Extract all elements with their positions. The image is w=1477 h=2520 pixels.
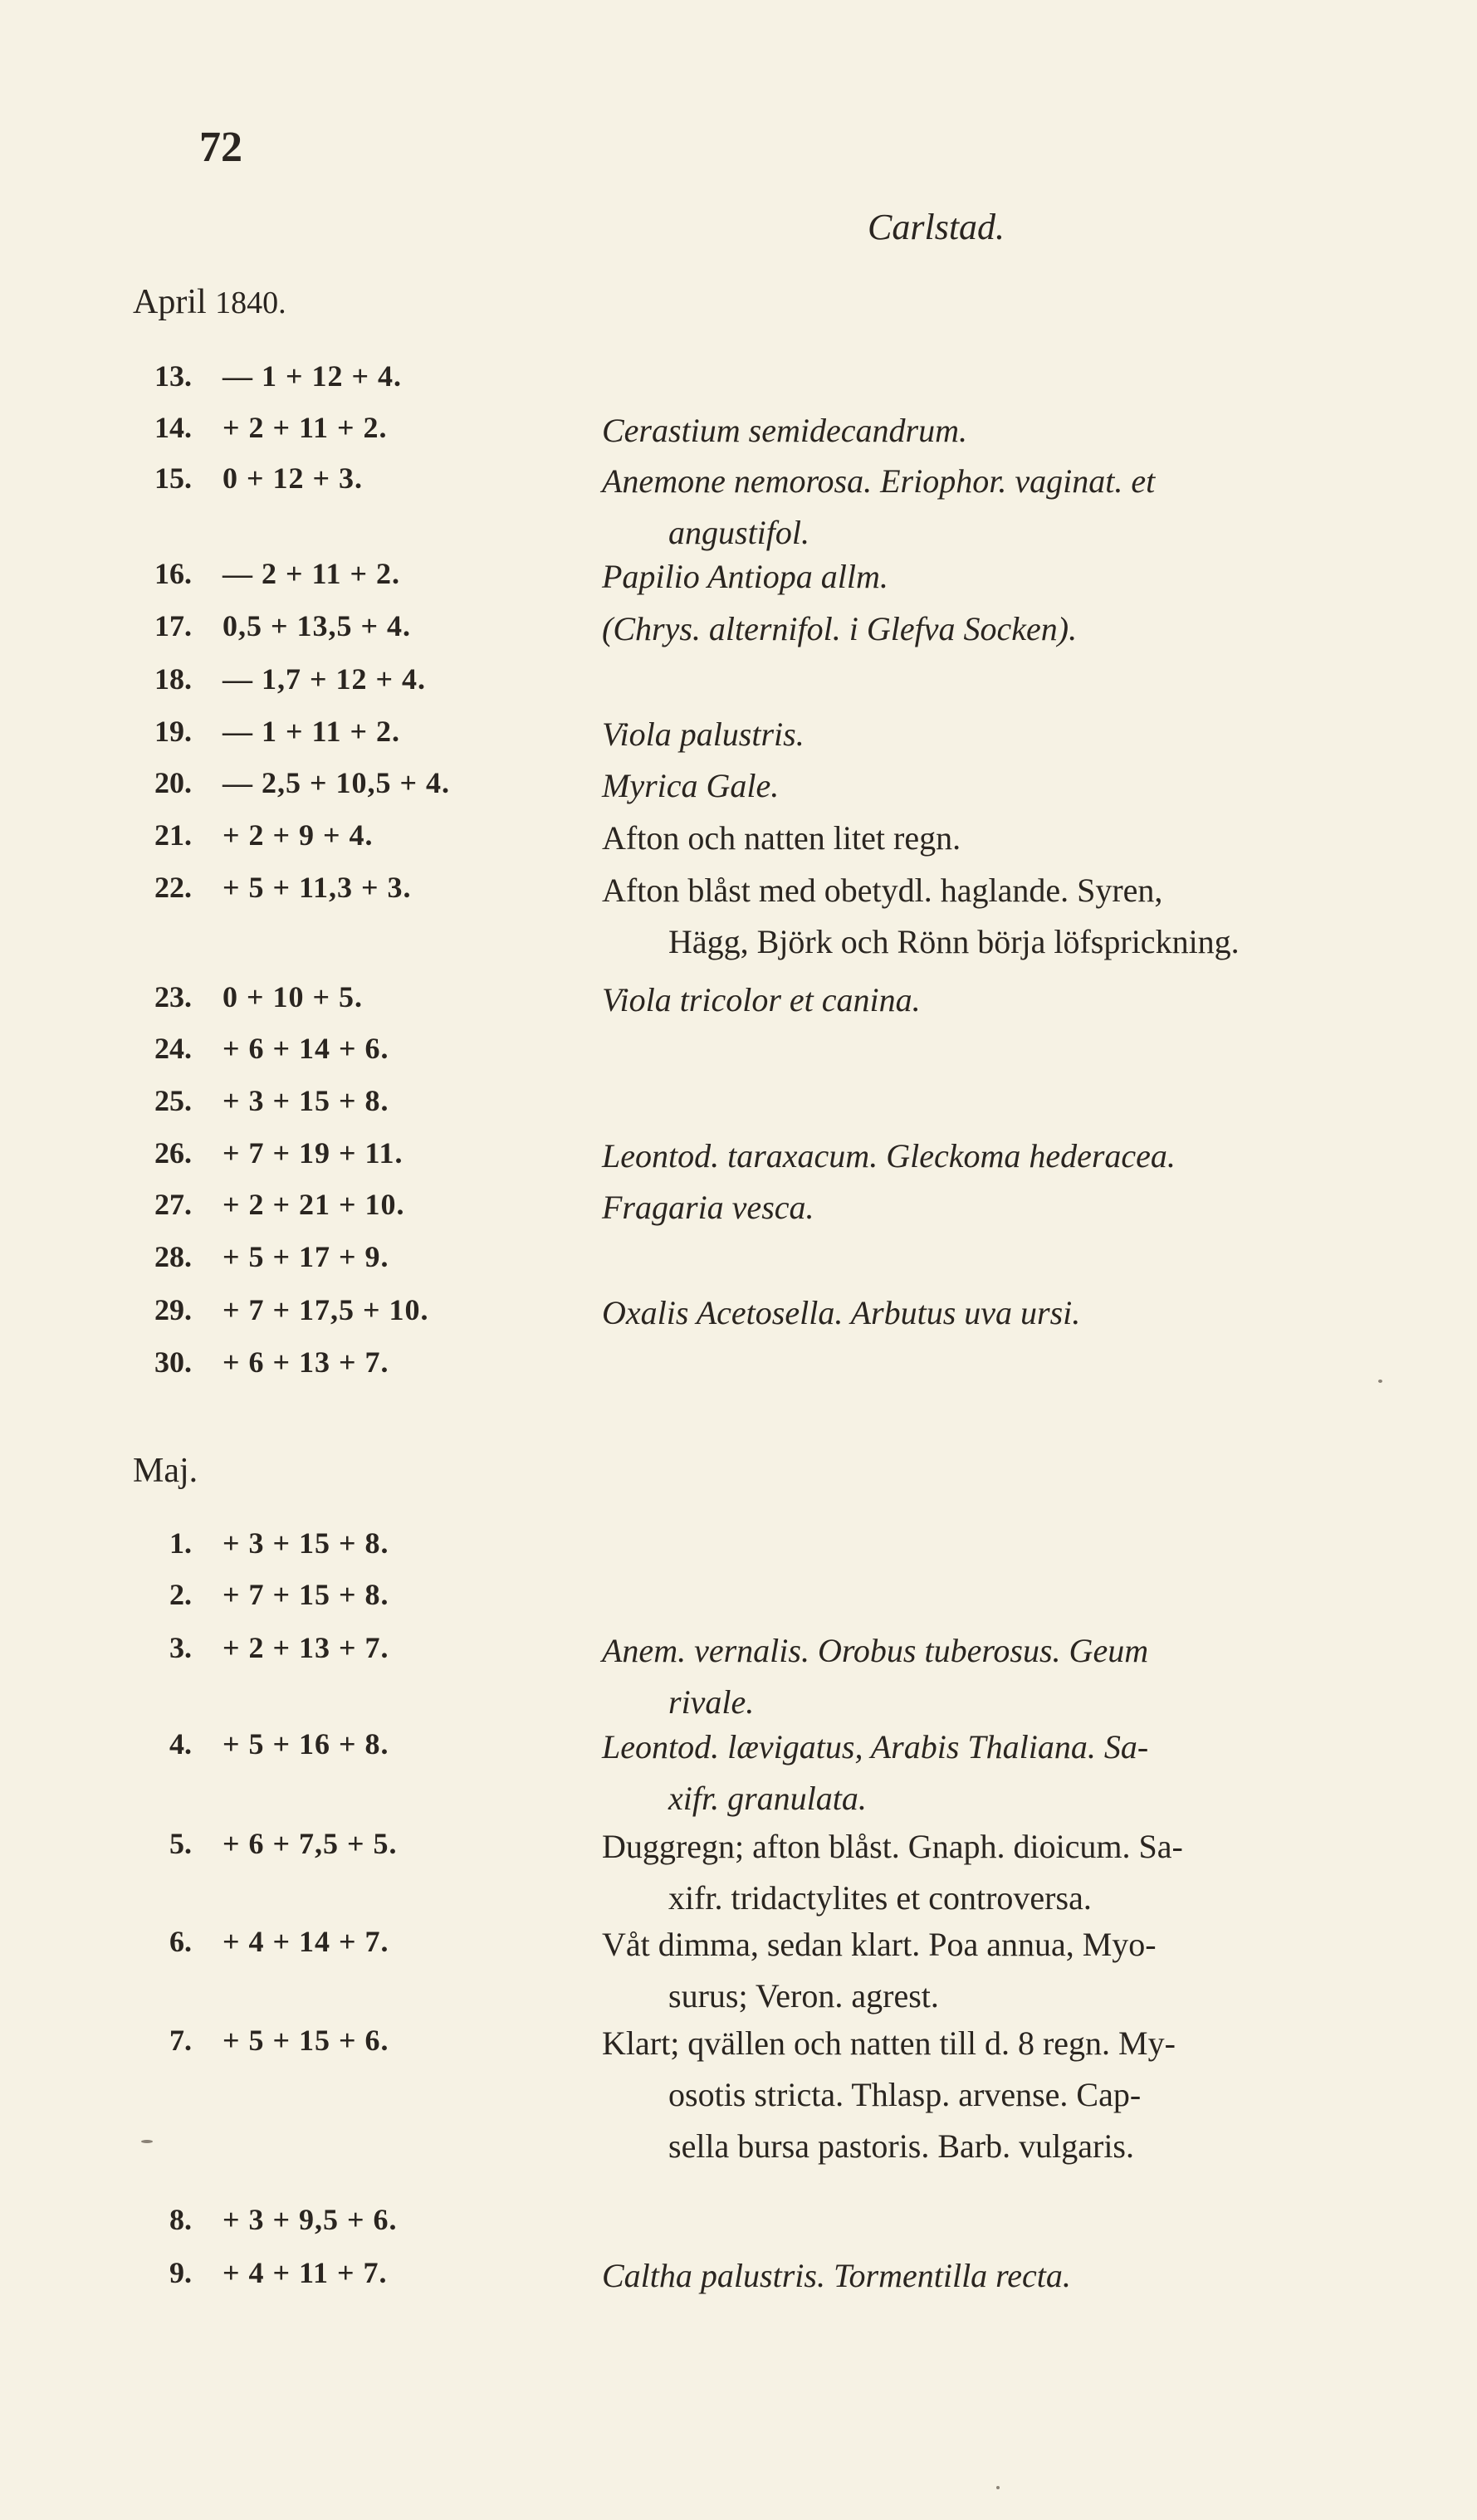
observation-note [602, 1182, 1399, 1233]
month-label: Maj. [133, 1452, 198, 1490]
day-number: 6. [169, 1925, 192, 1958]
temperature-readings: 0,5 + 13,5 + 4. [223, 609, 412, 642]
temperature-readings: — 1 + 12 + 4. [223, 359, 403, 393]
note-line: Hägg, Björk och Rönn börja löfsprickning. [668, 923, 1240, 960]
note-line: (Chrys. alternifol. i Glefva Socken). [602, 610, 1078, 647]
entry-row [0, 2023, 1477, 2165]
note-line: Fragaria vesca. [602, 1189, 814, 1226]
note-line: Klart; qvällen och natten till d. 8 regn. My- [602, 2024, 1176, 2062]
note-line: xifr. granulata. [668, 1780, 867, 1817]
day-number: 21. [154, 818, 192, 852]
day-number: 18. [154, 662, 192, 696]
paper-speck [1378, 1380, 1382, 1383]
entry-row [0, 1345, 1477, 1444]
observation-note [602, 2018, 1399, 2172]
note-line: Viola tricolor et canina. [602, 981, 921, 1018]
entry-row [0, 1726, 1477, 1826]
day-number: 23. [154, 980, 192, 1013]
temperature-readings: + 5 + 17 + 9. [223, 1240, 389, 1273]
entry-row [0, 870, 1477, 969]
temperature-readings: + 5 + 15 + 6. [223, 2024, 389, 2057]
temperature-readings: + 7 + 17,5 + 10. [223, 1293, 429, 1326]
note-line: Oxalis Acetosella. Arbutus uva ursi. [602, 1294, 1081, 1331]
observation-note [602, 760, 1399, 812]
temperature-readings: + 6 + 13 + 7. [223, 1345, 389, 1379]
observation-note [602, 456, 1399, 559]
observation-note [602, 405, 1399, 457]
observation-note [602, 1722, 1399, 1824]
temperature-readings: + 3 + 9,5 + 6. [223, 2203, 398, 2236]
day-number: 16. [154, 557, 192, 590]
entry-row [0, 1630, 1477, 1730]
day-number: 26. [154, 1136, 192, 1170]
temperature-readings: + 5 + 11,3 + 3. [223, 871, 412, 904]
observation-note [602, 865, 1399, 968]
temperature-readings: — 1,7 + 12 + 4. [223, 662, 427, 696]
day-number: 2. [169, 1578, 192, 1611]
day-number: 7. [169, 2024, 192, 2057]
note-line: Leontod. lævigatus, Arabis Thaliana. Sa- [602, 1728, 1149, 1765]
day-number: 13. [154, 359, 192, 393]
observation-note [602, 1821, 1399, 1924]
day-number: 15. [154, 462, 192, 495]
day-number: 19. [154, 715, 192, 748]
observation-note [602, 974, 1399, 1026]
day-number: 29. [154, 1293, 192, 1326]
observation-note [602, 2250, 1399, 2302]
day-number: 4. [169, 1727, 192, 1761]
observation-note [602, 709, 1399, 760]
temperature-readings: — 2,5 + 10,5 + 4. [223, 766, 451, 799]
note-line: Anem. vernalis. Orobus tuberosus. Geum [602, 1632, 1149, 1669]
entry-row [0, 461, 1477, 560]
day-number: 9. [169, 2256, 192, 2289]
note-line: Cerastium semidecandrum. [602, 412, 967, 449]
temperature-readings: + 6 + 7,5 + 5. [223, 1827, 398, 1860]
note-line: angustifol. [668, 514, 810, 551]
temperature-readings: — 2 + 11 + 2. [223, 557, 401, 590]
temperature-readings: + 7 + 19 + 11. [223, 1136, 403, 1170]
paper-speck [141, 2140, 153, 2143]
paper-speck [996, 2486, 1000, 2489]
temperature-readings: + 4 + 11 + 7. [223, 2256, 388, 2289]
day-number: 20. [154, 766, 192, 799]
day-number: 30. [154, 1345, 192, 1379]
day-number: 1. [169, 1526, 192, 1560]
month-heading-april [133, 282, 286, 322]
temperature-readings: + 3 + 15 + 8. [223, 1526, 389, 1560]
temperature-readings: 0 + 12 + 3. [223, 462, 364, 495]
day-number: 27. [154, 1188, 192, 1221]
note-line: rivale. [668, 1683, 755, 1721]
temperature-readings: + 5 + 16 + 8. [223, 1727, 389, 1761]
temperature-readings: + 2 + 11 + 2. [223, 411, 388, 444]
note-line: sella bursa pastoris. Barb. vulgaris. [668, 2127, 1134, 2165]
note-line: Caltha palustris. Tormentilla recta. [602, 2257, 1071, 2294]
observation-note [602, 813, 1399, 864]
observation-note [602, 1625, 1399, 1728]
day-number: 17. [154, 609, 192, 642]
note-line: Afton och natten litet regn. [602, 819, 961, 857]
day-number: 28. [154, 1240, 192, 1273]
temperature-readings: + 2 + 21 + 10. [223, 1188, 405, 1221]
observation-note [602, 603, 1399, 655]
note-line: surus; Veron. agrest. [668, 1977, 939, 2015]
temperature-readings: + 4 + 14 + 7. [223, 1925, 389, 1958]
observation-note [602, 551, 1399, 603]
note-line: Leontod. taraxacum. Gleckoma hederacea. [602, 1137, 1176, 1175]
note-line: Viola palustris. [602, 715, 805, 753]
month-label: April [133, 283, 207, 321]
observation-note [602, 1287, 1399, 1339]
note-line: Våt dimma, sedan klart. Poa annua, Myo- [602, 1926, 1157, 1963]
entry-row [0, 1826, 1477, 1926]
page-number: 72 [199, 124, 242, 171]
note-line: Papilio Antiopa allm. [602, 558, 888, 595]
day-number: 3. [169, 1631, 192, 1664]
note-line: Myrica Gale. [602, 767, 780, 804]
observation-note [602, 1919, 1399, 2022]
note-line: xifr. tridactylites et controversa. [668, 1879, 1092, 1917]
note-line: Duggregn; afton blåst. Gnaph. dioicum. Sa- [602, 1828, 1183, 1865]
note-line: Anemone nemorosa. Eriophor. vaginat. et [602, 462, 1156, 500]
temperature-readings: 0 + 10 + 5. [223, 980, 364, 1013]
entry-row [0, 1924, 1477, 2024]
note-line: osotis stricta. Thlasp. arvense. Cap- [668, 2076, 1142, 2113]
temperature-readings: + 3 + 15 + 8. [223, 1084, 389, 1117]
place-heading: Carlstad. [868, 207, 1005, 247]
temperature-readings: + 2 + 9 + 4. [223, 818, 374, 852]
day-number: 22. [154, 871, 192, 904]
note-line: Afton blåst med obetydl. haglande. Syren, [602, 872, 1163, 909]
temperature-readings: + 6 + 14 + 6. [223, 1032, 389, 1065]
temperature-readings: + 7 + 15 + 8. [223, 1578, 389, 1611]
day-number: 24. [154, 1032, 192, 1065]
entry-row [0, 2255, 1477, 2355]
day-number: 14. [154, 411, 192, 444]
temperature-readings: — 1 + 11 + 2. [223, 715, 401, 748]
month-heading-maj [133, 1451, 198, 1491]
temperature-readings: + 2 + 13 + 7. [223, 1631, 389, 1664]
day-number: 5. [169, 1827, 192, 1860]
year-label: 1840. [215, 286, 286, 320]
day-number: 8. [169, 2203, 192, 2236]
observation-note [602, 1131, 1399, 1182]
day-number: 25. [154, 1084, 192, 1117]
